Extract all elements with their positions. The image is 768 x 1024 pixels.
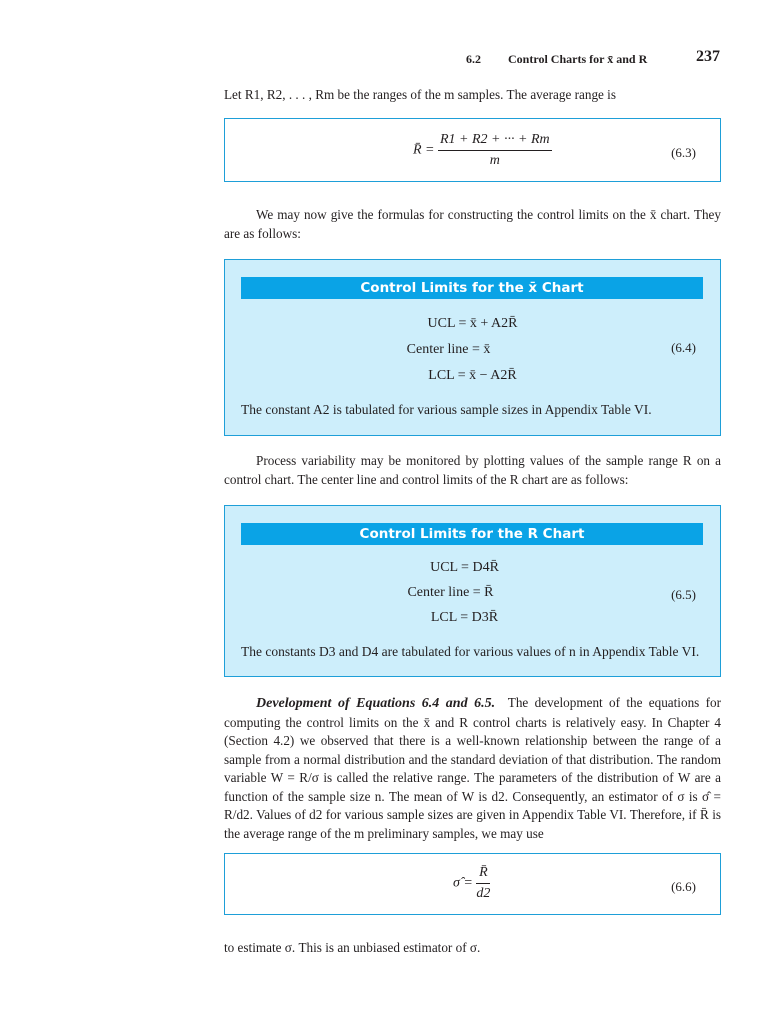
equation-lhs: σ̂ = <box>453 875 473 891</box>
equation-number: (6.3) <box>671 145 696 160</box>
ucl-formula: UCL = D4R̄ <box>430 560 499 575</box>
r-control-limits-box <box>224 505 721 677</box>
equation-lhs: R̄ = <box>413 142 435 158</box>
paragraph-r-intro: Process variability may be monitored by plotting values of the sample range R on a control chart. The center line and control limits of the R chart are as follows: <box>224 453 721 487</box>
fraction-numerator: R̄ <box>476 865 490 884</box>
box-note: The constant A2 is tabulated for various sample sizes in Appendix Table VI. <box>241 402 652 417</box>
fraction-denominator: m <box>489 153 500 168</box>
paragraph-ranges: Let R1, R2, . . . , Rm be the ranges of the m samples. The average range is <box>224 87 616 102</box>
fraction-numerator: R1 + R2 + ··· + Rm <box>438 132 552 151</box>
paragraph-unbiased: to estimate σ. This is an unbiased estimator of σ. <box>224 940 481 955</box>
equation-number: (6.5) <box>671 587 696 602</box>
paragraph-body: The development of the equations for computing the control limits on the x̄ and R control charts is relatively easy. In Chapter 4 (Section 4.2) we observed that there is a well-known relationship between the range of a sample from a normal distribution and the standard deviation of that distribution. The random variable W = R/σ is called the relative range. The parameters of the distribution of W are a function of the sample size n. The mean of W is d2. Consequently, an estimator of σ is σ̂ = R/d2. Values of d2 for various sample sizes are given in Appendix Table VI. Therefore, if R̄ is the average range of the m preliminary samples, we may use <box>224 695 721 841</box>
ucl-formula: UCL = x̄ + A2R̄ <box>427 316 518 331</box>
box-title: Control Limits for the x̄ Chart <box>241 277 703 299</box>
equation-number: (6.4) <box>671 340 696 355</box>
box-title: Control Limits for the R Chart <box>241 523 703 545</box>
equation-6-6 <box>453 865 490 902</box>
paragraph-development <box>224 694 721 843</box>
paragraph-xbar-intro: We may now give the formulas for constructing the control limits on the x̄ chart. They are as follows: <box>224 207 721 241</box>
fraction-denominator: d2 <box>476 886 491 901</box>
equation-6-3 <box>413 132 552 169</box>
center-line-formula: Center line = R̄ <box>407 585 494 600</box>
lcl-formula: LCL = D3R̄ <box>430 610 499 625</box>
fraction <box>438 132 552 169</box>
paragraph-heading: Development of Equations 6.4 and 6.5. <box>256 696 496 711</box>
lcl-formula: LCL = x̄ − A2R̄ <box>428 368 517 383</box>
equation-box-6-6 <box>224 853 721 915</box>
section-number: 6.2 <box>466 52 481 66</box>
equation-box-6-3 <box>224 118 721 182</box>
equation-number: (6.6) <box>671 879 696 894</box>
fraction <box>476 865 490 902</box>
box-note: The constants D3 and D4 are tabulated for various values of n in Appendix Table VI. <box>241 644 700 659</box>
page-number: 237 <box>696 48 720 65</box>
running-title: Control Charts for x̄ and R <box>508 52 648 66</box>
center-line-formula: Center line = x̄ <box>406 342 491 357</box>
xbar-control-limits-box <box>224 259 721 436</box>
